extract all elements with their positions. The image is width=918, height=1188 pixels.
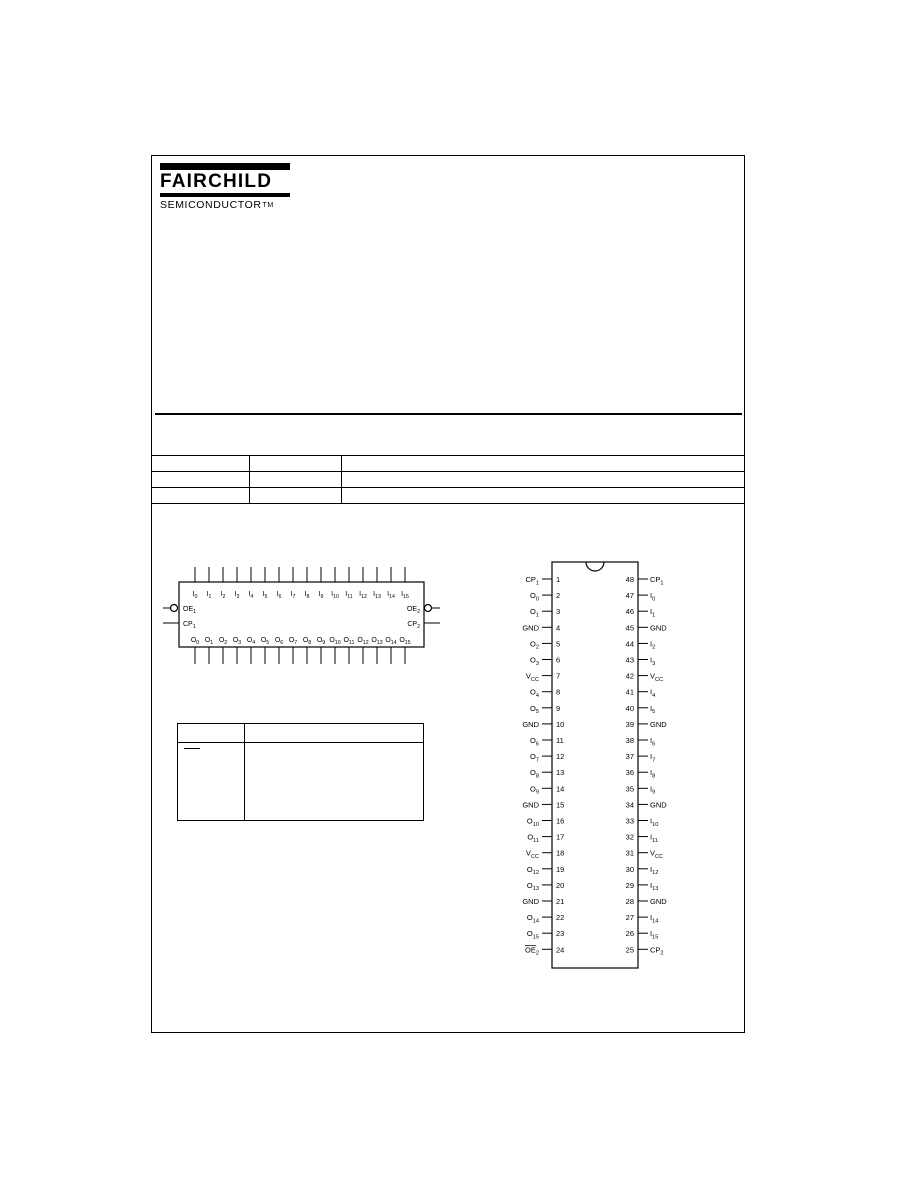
output-pin-label: $O_4$ [246,637,256,647]
right-pin-number: 28 [625,897,634,906]
oe2-label: $OE_2$ [406,606,420,616]
right-pin-name: $I_4$ [650,687,656,699]
right-pin-name: $I_{15}$ [650,929,659,941]
input-pin-label: $I_7$ [290,591,296,601]
left-pin-name: $O_{11}$ [527,832,539,844]
right-pin-name: $I_{10}$ [650,816,659,828]
left-pin-name: $CP_1$ [525,575,539,587]
right-pin-name: $I_3$ [650,655,656,667]
right-pin-name: $I_2$ [650,639,656,651]
left-pin-number: 6 [556,655,561,665]
left-pin-number: 11 [556,736,564,745]
left-pin-number: 13 [556,768,565,778]
left-pin-number: 4 [556,623,561,633]
right-pin-name: $I_6$ [650,736,656,748]
left-pin-name: GND [522,719,539,729]
output-pin-label: $O_8$ [302,637,312,647]
right-pin-name: $I_{13}$ [650,880,659,893]
output-pin-label: $O_{11}$ [343,637,355,647]
oe1-label: $OE_1$ [183,606,197,616]
left-pin-number: 2 [556,591,561,601]
left-pin-name: GND [522,897,539,906]
brand-sub-text: SEMICONDUCTOR [160,199,262,211]
left-pin-name: $O_{14}$ [526,913,539,925]
left-pin-number: 3 [556,607,561,617]
right-pin-name: $V_{CC}$ [650,848,664,860]
output-pin-label: $O_{14}$ [385,637,397,647]
right-pin-number: 47 [625,591,634,601]
right-pin-number: 42 [625,671,634,681]
output-pin-label: $O_{10}$ [329,637,341,647]
left-pin-number: 5 [556,639,561,649]
left-pin-number: 9 [556,703,561,713]
input-pin-label: $I_{14}$ [387,591,395,601]
right-pin-number: 34 [625,800,634,810]
right-pin-name: $CP_2$ [650,945,664,957]
left-pin-number: 17 [556,832,565,842]
left-pin-name: $O_5$ [530,703,539,716]
left-pin-name: $V_{CC}$ [525,848,539,860]
left-pin-name: $O_7$ [530,752,539,764]
right-pin-number: 43 [625,655,634,665]
right-pin-name: $I_1$ [650,607,656,619]
right-pin-number: 38 [625,736,634,745]
left-pin-number: 24 [556,945,565,955]
right-pin-name: $I_9$ [650,784,656,796]
right-pin-name: $CP_1$ [650,575,664,587]
oe1-bubble [171,605,178,612]
input-pin-label: $I_3$ [234,591,240,601]
right-pin-name: GND [650,623,667,633]
brand-name: FAIRCHILD [160,171,273,192]
left-pin-name: GND [522,623,539,633]
left-pin-number: 8 [556,687,561,697]
left-pin-number: 10 [556,719,565,729]
right-pin-name: $I_{12}$ [650,864,659,877]
input-pin-label: $I_2$ [220,591,226,601]
left-pin-name: $O_{15}$ [526,929,539,941]
right-pin-name: GND [650,800,667,810]
input-pin-label: $I_1$ [206,591,212,601]
input-pin-label: $I_9$ [318,591,324,601]
left-pin-number: 21 [556,897,565,906]
left-pin-number: 22 [556,913,565,923]
left-pin-number: 16 [556,816,565,826]
right-pin-number: 35 [625,784,634,794]
right-pin-number: 39 [625,719,634,729]
right-pin-number: 40 [625,703,634,713]
right-pin-name: $I_{14}$ [650,913,659,925]
left-pin-name: $O_9$ [530,784,539,796]
right-pin-number: 48 [625,575,634,584]
right-pin-name: $V_{CC}$ [650,671,664,683]
package-notch [586,562,604,571]
left-pin-name: $O_2$ [530,639,539,651]
left-pin-name: $O_4$ [530,687,539,699]
right-pin-number: 27 [625,913,634,923]
left-pin-number: 1 [556,575,561,584]
output-pin-label: $O_2$ [218,637,228,647]
right-pin-number: 41 [625,687,634,697]
input-pin-label: $I_{15}$ [401,591,409,601]
oe2-bubble [425,605,432,612]
left-pin-name: $O_0$ [530,591,539,603]
right-pin-number: 37 [625,752,634,762]
right-pin-number: 25 [625,945,634,955]
right-pin-number: 46 [625,607,634,617]
right-pin-number: 33 [625,816,634,826]
left-pin-name: $O_8$ [530,768,539,780]
left-pin-name: GND [522,800,539,810]
right-pin-name: $I_{11}$ [650,832,658,844]
input-pin-label: $I_5$ [262,591,268,601]
left-pin-name: $V_{CC}$ [525,671,539,683]
left-pin-number: 7 [556,671,561,681]
output-pin-label: $O_{13}$ [371,637,383,647]
input-pin-label: $I_{11}$ [345,591,353,601]
input-pin-label: $I_{13}$ [373,591,381,601]
output-pin-label: $O_3$ [232,637,242,647]
input-pin-label: $I_6$ [276,591,282,601]
output-pin-label: $O_6$ [274,637,284,647]
left-pin-number: 18 [556,848,565,858]
cp2-label: $CP_2$ [407,621,420,631]
left-pin-name: $O_{12}$ [526,864,539,877]
right-pin-number: 30 [625,864,634,874]
right-pin-number: 45 [625,623,634,633]
right-pin-number: 36 [625,768,634,778]
left-pin-name: $O_{13}$ [526,880,539,893]
left-pin-number: 20 [556,880,565,890]
left-pin-name: $O_1$ [530,607,539,619]
right-pin-name: $I_8$ [650,768,656,780]
left-pin-name: $O_3$ [530,655,539,667]
left-pin-number: 19 [556,864,565,874]
right-pin-number: 29 [625,880,634,890]
right-pin-number: 32 [625,832,634,842]
input-pin-label: $I_8$ [304,591,310,601]
input-pin-label: $I_4$ [248,591,254,601]
left-pin-number: 14 [556,784,565,794]
output-pin-label: $O_5$ [260,637,270,647]
output-pin-label: $O_{15}$ [399,637,411,647]
output-pin-label: $O_{12}$ [357,637,369,647]
right-pin-name: $I_5$ [650,703,656,716]
left-pin-name: $O_6$ [530,736,539,748]
left-pin-number: 12 [556,752,565,762]
right-pin-number: 31 [625,848,634,858]
left-pin-number: 15 [556,800,565,810]
right-pin-number: 26 [625,929,634,939]
right-pin-number: 44 [625,639,634,649]
left-pin-name: $OE_2$ [525,945,539,957]
right-pin-name: GND [650,719,667,729]
input-pin-label: $I_0$ [192,591,198,601]
input-pin-label: $I_{10}$ [331,591,339,601]
output-pin-label: $O_7$ [288,637,298,647]
right-pin-name: $I_0$ [650,591,656,603]
right-pin-name: $I_7$ [650,752,656,764]
output-pin-label: $O_0$ [190,637,200,647]
trademark-mark: TM [262,202,274,209]
output-pin-label: $O_9$ [316,637,326,647]
output-pin-label: $O_1$ [204,637,214,647]
left-pin-number: 23 [556,929,565,939]
input-pin-label: $I_{12}$ [359,591,367,601]
right-pin-name: GND [650,897,667,906]
cp1-label: $CP_1$ [183,621,196,631]
left-pin-name: $O_{10}$ [526,816,539,828]
